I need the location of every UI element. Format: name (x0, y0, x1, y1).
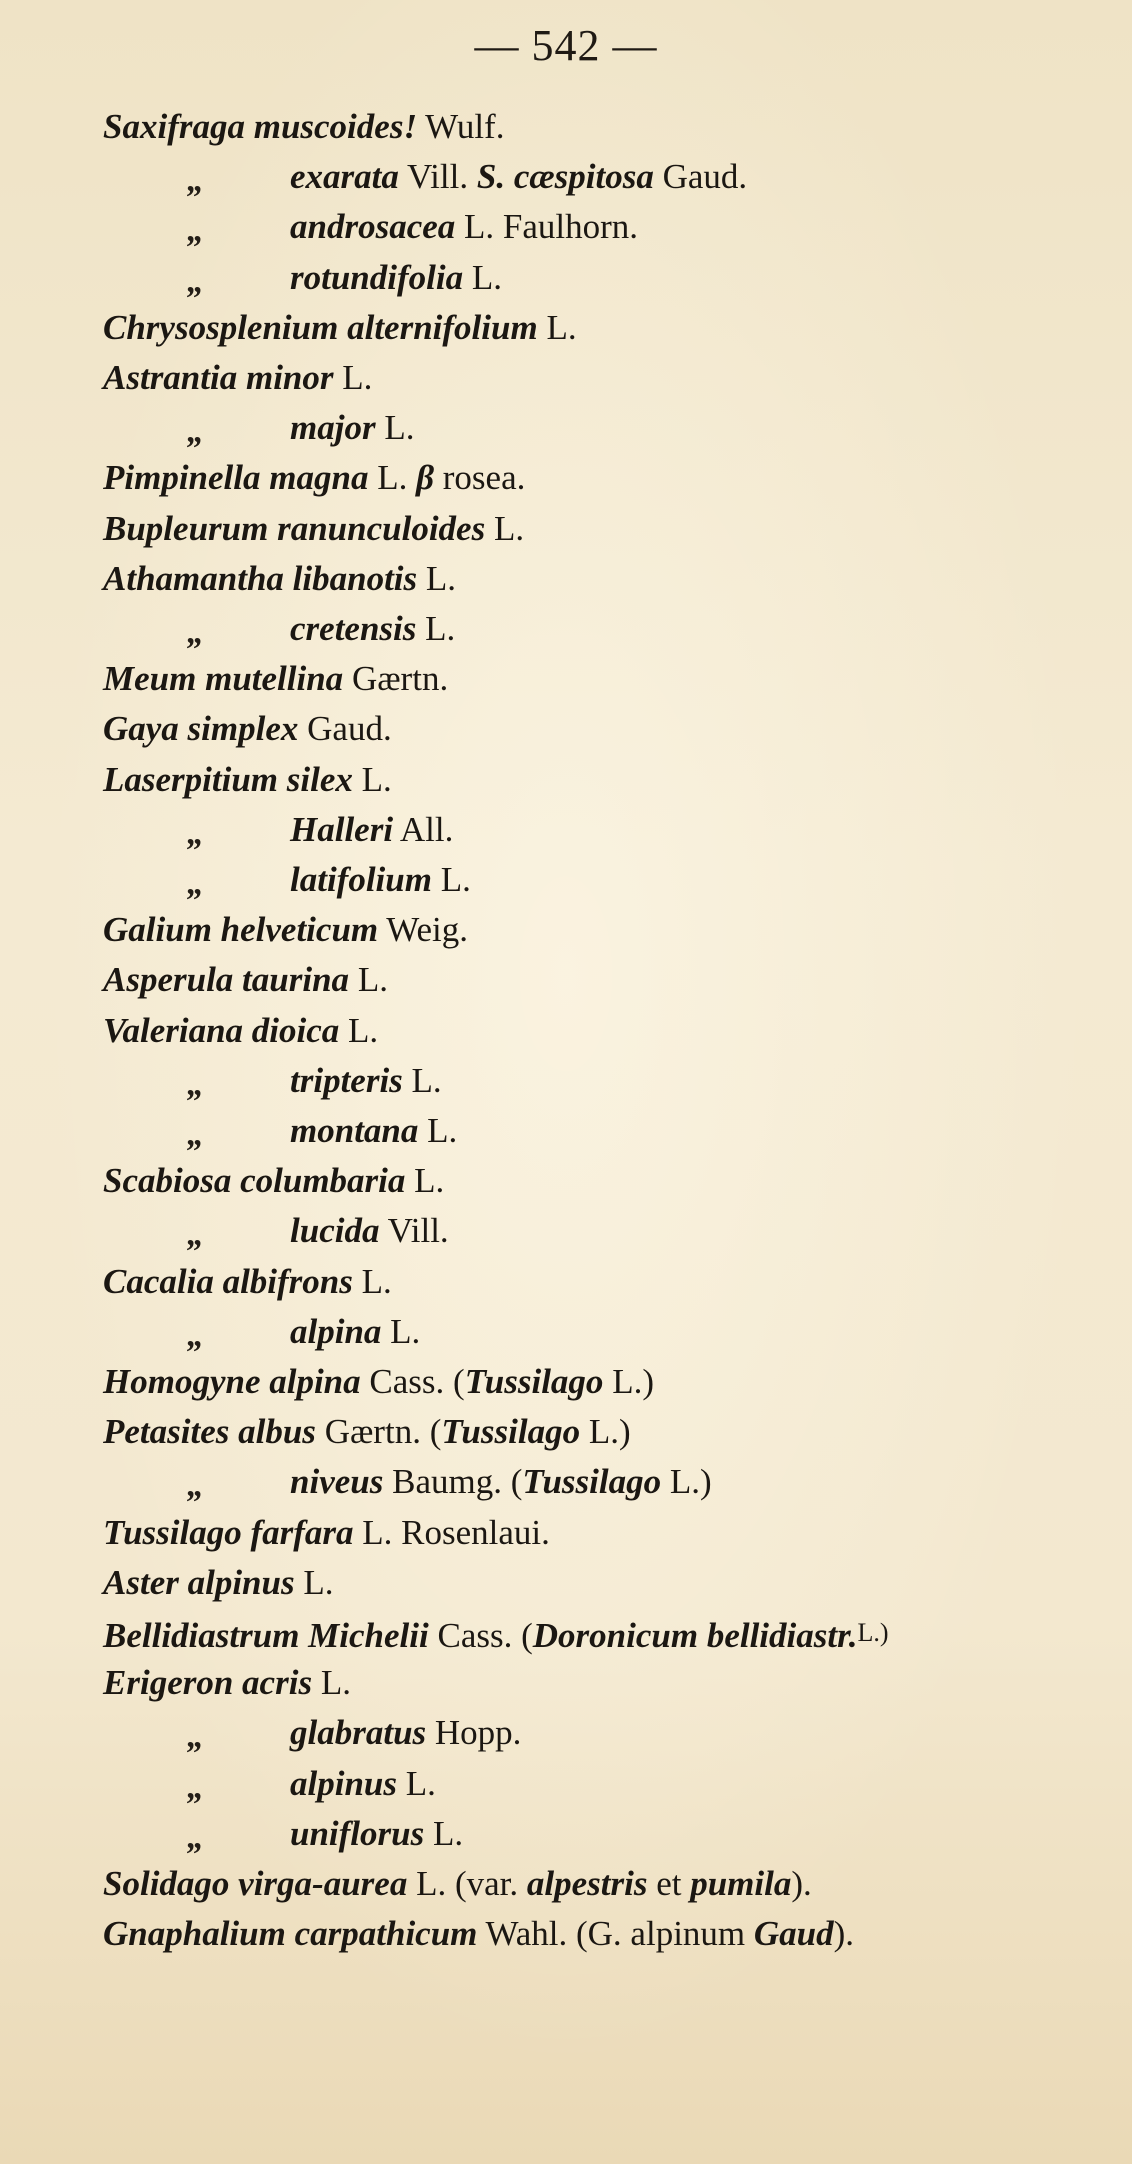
line-text (290, 403, 414, 453)
taxon-name: Cacalia albifrons (103, 1261, 353, 1301)
line-text (103, 504, 524, 554)
line-text (290, 1759, 436, 1809)
taxon-name: Erigeron acris (103, 1663, 313, 1703)
ditto-mark: „ (187, 1818, 204, 1856)
ditto-mark: „ (187, 1768, 204, 1806)
species-line-ditto (0, 253, 1132, 303)
authority: L. (368, 458, 417, 498)
authority: ). (791, 1864, 812, 1903)
taxon-name: Gnaphalium carpathicum (103, 1914, 478, 1954)
taxon-name: Saxifraga muscoides! (103, 107, 418, 146)
species-line (0, 905, 1132, 955)
authority: L. (416, 609, 456, 648)
taxon-name: Tussilago (441, 1412, 581, 1452)
authority: et (647, 1864, 691, 1903)
line-text (103, 654, 448, 704)
taxon-name: Galium helveticum (103, 910, 379, 950)
taxon-name: montana (290, 1111, 419, 1150)
ditto-mark: „ (187, 162, 204, 200)
authority: L. (537, 307, 577, 347)
line-text (290, 1809, 463, 1859)
species-line-ditto (0, 604, 1132, 654)
line-text (103, 905, 468, 955)
taxon-name: Scabiosa columbaria (103, 1161, 406, 1201)
taxon-name: major (290, 408, 376, 448)
species-line (0, 1407, 1132, 1457)
species-line-ditto (0, 1307, 1132, 1357)
line-text (290, 1056, 442, 1106)
taxon-name: Valeriana dioica (103, 1010, 340, 1050)
authority: Baumg. ( (383, 1462, 523, 1502)
authority: L. (312, 1663, 351, 1703)
authority: Wahl. (G. alpinum (477, 1914, 754, 1954)
line-text (103, 1357, 654, 1407)
authority: ). (833, 1914, 855, 1954)
species-line (0, 1006, 1132, 1056)
ditto-mark: „ (187, 1316, 204, 1354)
authority: L.) (857, 1618, 889, 1647)
authority: L. (424, 1813, 464, 1853)
taxon-name: Doronicum bellidiastr. (532, 1616, 858, 1655)
species-line-ditto (0, 855, 1132, 905)
line-text (103, 554, 456, 604)
ditto-mark: „ (187, 614, 204, 651)
authority: Gaud. (298, 709, 392, 749)
species-line (0, 1608, 1132, 1658)
species-line (0, 1658, 1132, 1708)
species-line (0, 303, 1132, 353)
species-line (0, 1508, 1132, 1558)
line-text (103, 1859, 812, 1909)
taxon-name: Chrysosplenium alternifolium (103, 307, 538, 347)
taxon-name: Solidago virga-aurea (103, 1864, 408, 1903)
line-text (290, 604, 455, 654)
species-line-ditto (0, 1759, 1132, 1809)
species-line (0, 755, 1132, 805)
taxon-name: Homogyne alpina (103, 1362, 361, 1401)
taxon-name: Halleri (290, 809, 394, 849)
line-text (290, 1457, 712, 1507)
line-text (103, 1006, 378, 1056)
line-text (103, 1407, 631, 1457)
authority: Weig. (378, 910, 468, 950)
authority: L. (var. (407, 1864, 527, 1903)
authority: Vill. (379, 1211, 449, 1251)
line-text (103, 353, 372, 403)
authority: L. (485, 508, 525, 548)
taxon-name: Aster alpinus (103, 1562, 295, 1602)
authority: L. (418, 1111, 458, 1150)
taxon-name: Bellidiastrum Michelii (103, 1616, 429, 1655)
taxon-name: cretensis (290, 609, 417, 648)
taxon-name: Laserpitium silex (103, 759, 353, 799)
species-line-ditto (0, 403, 1132, 453)
species-line (0, 1257, 1132, 1307)
species-line (0, 504, 1132, 554)
ditto-mark: „ (187, 1116, 204, 1153)
authority: L. (431, 860, 471, 899)
line-text (290, 1106, 457, 1156)
taxon-name: tripteris (290, 1060, 403, 1100)
taxon-name: androsacea (290, 207, 456, 247)
line-text (103, 704, 392, 754)
line-text (103, 1608, 889, 1661)
line-text (103, 1909, 854, 1959)
taxon-name: Gaud (753, 1914, 834, 1954)
taxon-name: Pimpinella magna (103, 458, 369, 498)
species-line (0, 1156, 1132, 1206)
taxon-name: lucida (290, 1211, 380, 1251)
taxon-name: Petasites albus (103, 1412, 316, 1452)
species-line-ditto (0, 202, 1132, 252)
taxon-name: Astrantia minor (103, 358, 334, 397)
species-line (0, 1357, 1132, 1407)
line-text (103, 102, 504, 152)
species-line-ditto (0, 1106, 1132, 1156)
ditto-mark: „ (187, 262, 204, 300)
taxon-name: glabratus (290, 1713, 427, 1753)
taxon-name: Tussilago (522, 1462, 662, 1502)
authority: L. (352, 759, 392, 799)
authority: Wulf. (417, 107, 505, 146)
line-text (290, 152, 747, 202)
species-line (0, 554, 1132, 604)
species-line (0, 1909, 1132, 1959)
ditto-mark: „ (187, 212, 204, 250)
authority: Cass. ( (360, 1362, 465, 1401)
authority: L. (352, 1261, 392, 1301)
line-text (290, 202, 638, 252)
authority: L. (397, 1763, 436, 1803)
line-text (290, 253, 502, 303)
authority: L. (381, 1311, 421, 1351)
page-number: — 542 — (474, 21, 658, 70)
taxon-name: exarata (290, 157, 399, 197)
authority: Gærtn. (343, 659, 449, 699)
species-line (0, 1859, 1132, 1909)
authority: Vill. (398, 157, 477, 197)
authority: L. (405, 1161, 445, 1201)
species-line (0, 1558, 1132, 1608)
authority: L. (294, 1562, 334, 1602)
authority: Gaud. (653, 157, 748, 197)
taxon-name: Asperula taurina (103, 960, 350, 1000)
taxon-name: rotundifolia (290, 257, 464, 297)
authority: All. (393, 809, 454, 849)
line-text (290, 855, 471, 905)
authority: L. (417, 558, 457, 598)
line-text (103, 1658, 351, 1708)
species-line (0, 704, 1132, 754)
authority: Gærtn. ( (315, 1412, 442, 1452)
species-line (0, 955, 1132, 1005)
authority: L. (339, 1010, 379, 1050)
taxon-name: Tussilago (464, 1362, 604, 1401)
line-text (290, 1206, 449, 1256)
line-text (103, 955, 388, 1005)
taxon-name: Tussilago farfara (103, 1512, 354, 1552)
ditto-mark: „ (187, 1065, 204, 1103)
ditto-mark: „ (187, 814, 204, 852)
taxon-name: alpina (290, 1311, 382, 1351)
line-text (290, 1307, 420, 1357)
species-line-ditto (0, 1457, 1132, 1507)
taxon-name: niveus (290, 1462, 384, 1502)
authority: L.) (580, 1412, 631, 1452)
line-text (103, 1558, 334, 1608)
species-line-ditto (0, 1056, 1132, 1106)
species-line (0, 353, 1132, 403)
line-text (103, 453, 525, 503)
taxon-name: Meum mutellina (103, 659, 344, 699)
authority: L. (375, 408, 415, 448)
ditto-mark: „ (187, 413, 204, 451)
species-line (0, 453, 1132, 503)
species-line (0, 654, 1132, 704)
taxon-name: β (416, 458, 435, 498)
authority: L. (402, 1060, 442, 1100)
authority: rosea. (434, 458, 526, 498)
ditto-mark: „ (187, 1467, 204, 1505)
taxon-name: latifolium (290, 860, 432, 899)
taxon-name: Athamantha libanotis (103, 558, 418, 598)
ditto-mark: „ (187, 1216, 204, 1254)
taxon-name: alpinus (290, 1763, 397, 1803)
authority: L.) (661, 1462, 712, 1502)
authority: L. (349, 960, 388, 1000)
species-line-ditto (0, 152, 1132, 202)
ditto-mark: „ (187, 865, 204, 902)
authority: L. (333, 358, 373, 397)
species-line-ditto (0, 1809, 1132, 1859)
authority: Cass. ( (428, 1616, 533, 1655)
taxon-name: pumila (690, 1864, 792, 1903)
line-text (103, 1257, 392, 1307)
line-text (290, 1708, 521, 1758)
authority: L. (463, 257, 502, 297)
ditto-mark: „ (187, 1718, 204, 1756)
taxon-name: Gaya simplex (103, 709, 299, 749)
taxon-name: Bupleurum ranunculoides (103, 508, 486, 548)
species-line-ditto (0, 1708, 1132, 1758)
taxon-name: uniflorus (290, 1813, 425, 1853)
species-line-ditto (0, 805, 1132, 855)
species-line (0, 102, 1132, 152)
authority: L.) (603, 1362, 654, 1401)
line-text (290, 805, 453, 855)
taxon-name: alpestris (526, 1864, 648, 1903)
taxon-name: S. cæspitosa (476, 157, 654, 197)
authority: L. Rosenlaui. (353, 1512, 550, 1552)
authority: Hopp. (426, 1713, 522, 1753)
line-text (103, 1156, 444, 1206)
authority: L. Faulhorn. (455, 207, 639, 247)
species-line-ditto (0, 1206, 1132, 1256)
line-text (103, 1508, 550, 1558)
line-text (103, 755, 392, 805)
line-text (103, 303, 577, 353)
